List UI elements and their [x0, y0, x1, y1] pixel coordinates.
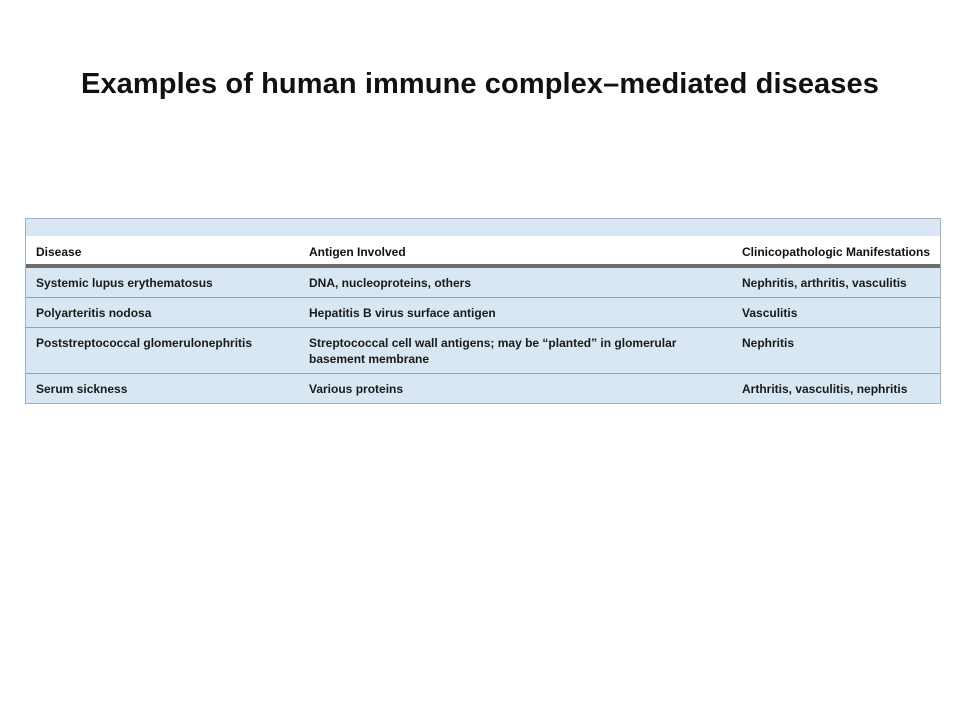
cell-manifestations: Nephritis: [732, 328, 940, 374]
cell-antigen: Hepatitis B virus surface antigen: [299, 298, 732, 328]
header-antigen: Antigen Involved: [299, 236, 732, 266]
disease-table: [25, 218, 941, 404]
cell-antigen: DNA, nucleoproteins, others: [299, 266, 732, 298]
table-row: [26, 266, 940, 298]
cell-disease: Serum sickness: [36, 382, 128, 396]
header-manifestations: Clinicopathologic Manifestations: [732, 236, 940, 266]
header-disease: Disease: [26, 236, 299, 266]
table-header-row: [26, 236, 940, 266]
table-row: [26, 328, 940, 374]
cell-manifestations: Nephritis, arthritis, vasculitis: [732, 266, 940, 298]
cell-manifestations: Vasculitis: [732, 298, 940, 328]
cell-manifestations: Arthritis, vasculitis, nephritis: [742, 382, 908, 396]
cell-antigen: Various proteins: [309, 382, 404, 396]
data-table: [26, 236, 940, 403]
table-row: [26, 298, 940, 328]
table-top-band: [26, 219, 940, 236]
cell-disease: Polyarteritis nodosa: [26, 298, 299, 328]
cell-disease: Systemic lupus erythematosus: [26, 266, 299, 298]
slide-title: Examples of human immune complex–mediated diseases: [81, 68, 879, 100]
cell-antigen: Streptococcal cell wall antigens; may be “planted” in glomerular basement membrane: [299, 328, 732, 374]
cell-disease: Poststreptococcal glomerulonephritis: [26, 328, 299, 374]
table-row: [26, 374, 940, 404]
